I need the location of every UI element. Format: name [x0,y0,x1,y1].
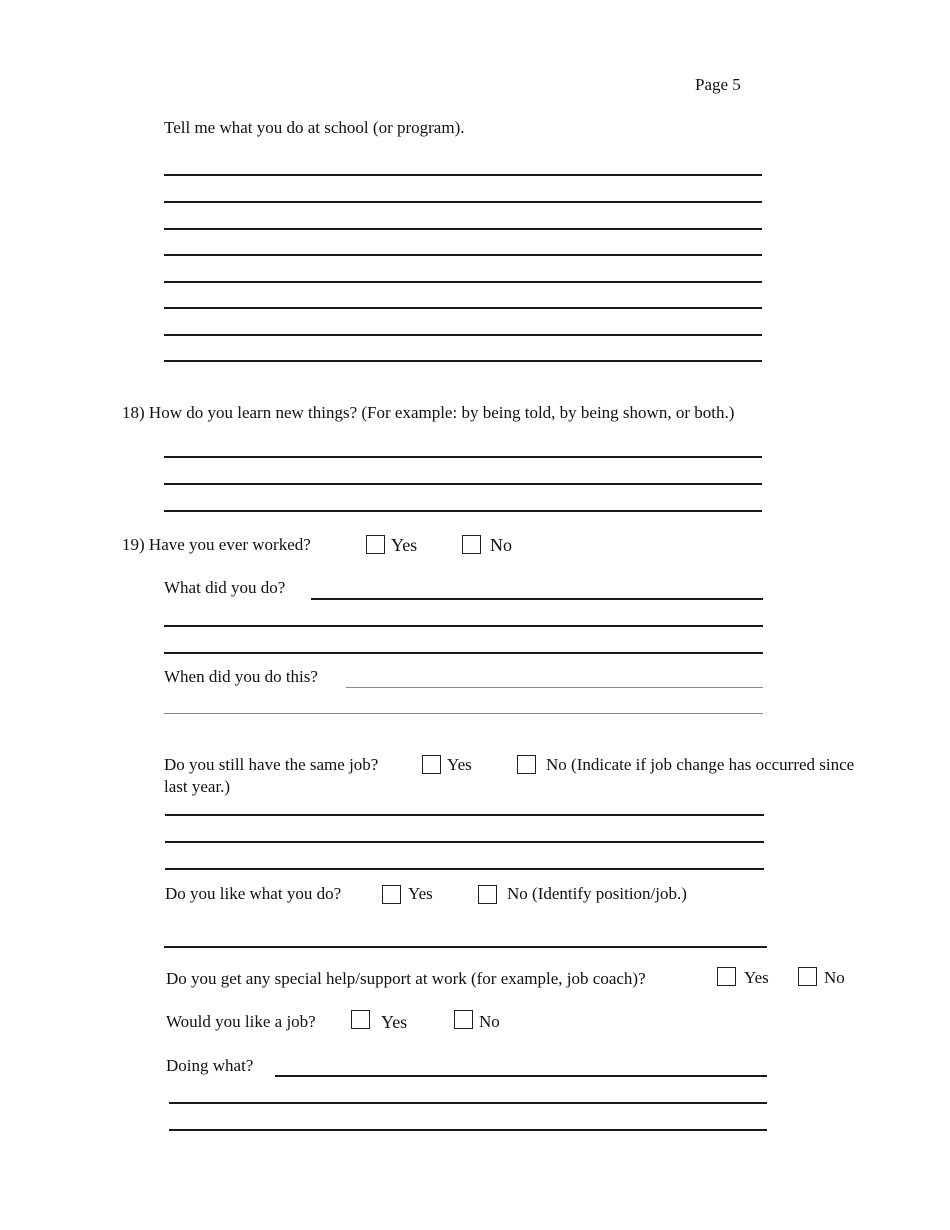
answer-line[interactable] [164,254,762,256]
worked-yes-label: Yes [391,535,418,555]
answer-line[interactable] [165,868,764,870]
question-19: 19) Have you ever worked? [122,535,311,554]
would-like-yes-checkbox[interactable] [351,1010,370,1029]
what-did-you-do-line[interactable] [311,598,763,600]
like-job-label: Do you like what you do? [165,884,342,903]
when-line[interactable] [346,687,763,688]
what-did-you-do-label: What did you do? [164,578,286,597]
support-no-checkbox[interactable] [798,967,817,986]
support-label: Do you get any special help/support at work (for example, job coach)? [166,969,646,988]
would-like-no-checkbox[interactable] [454,1010,473,1029]
when-label: When did you do this? [164,667,318,686]
answer-line[interactable] [164,713,763,714]
support-yes-checkbox[interactable] [717,967,736,986]
answer-line[interactable] [165,814,764,816]
doing-what-line[interactable] [275,1075,767,1077]
answer-line[interactable] [164,228,762,230]
like-job-no-checkbox[interactable] [478,885,497,904]
answer-line[interactable] [164,307,762,309]
support-no-label: No [824,968,845,987]
doing-what-label: Doing what? [166,1056,254,1075]
like-job-yes-label: Yes [408,884,433,903]
school-prompt: Tell me what you do at school (or program). [164,118,465,137]
worked-yes-checkbox[interactable] [366,535,385,554]
support-yes-label: Yes [744,968,769,987]
same-job-label: Do you still have the same job? [164,755,379,774]
answer-line[interactable] [169,1129,767,1131]
like-job-no-label: No (Identify position/job.) [507,884,687,903]
answer-line[interactable] [164,360,762,362]
answer-line[interactable] [164,201,762,203]
answer-line[interactable] [164,334,762,336]
page-number: Page 5 [695,75,741,94]
worked-no-checkbox[interactable] [462,535,481,554]
answer-line[interactable] [169,1102,767,1104]
answer-line[interactable] [164,652,763,654]
answer-line[interactable] [164,510,762,512]
like-job-yes-checkbox[interactable] [382,885,401,904]
answer-line[interactable] [165,841,764,843]
same-job-yes-label: Yes [447,755,472,774]
question-18: 18) How do you learn new things? (For example: by being told, by being shown, or both.) [122,403,735,422]
same-job-no-label: No (Indicate if job change has occurred since [546,755,855,774]
answer-line[interactable] [164,174,762,176]
position-line[interactable] [164,946,767,948]
same-job-no-checkbox[interactable] [517,755,536,774]
answer-line[interactable] [164,483,762,485]
answer-line[interactable] [164,625,763,627]
answer-line[interactable] [164,281,762,283]
would-like-no-label: No [479,1012,500,1031]
would-like-yes-label: Yes [381,1012,408,1032]
answer-line[interactable] [164,456,762,458]
same-job-no-label-continued: last year.) [164,777,231,796]
same-job-yes-checkbox[interactable] [422,755,441,774]
worked-no-label: No [490,535,512,555]
would-like-job-label: Would you like a job? [166,1012,316,1031]
